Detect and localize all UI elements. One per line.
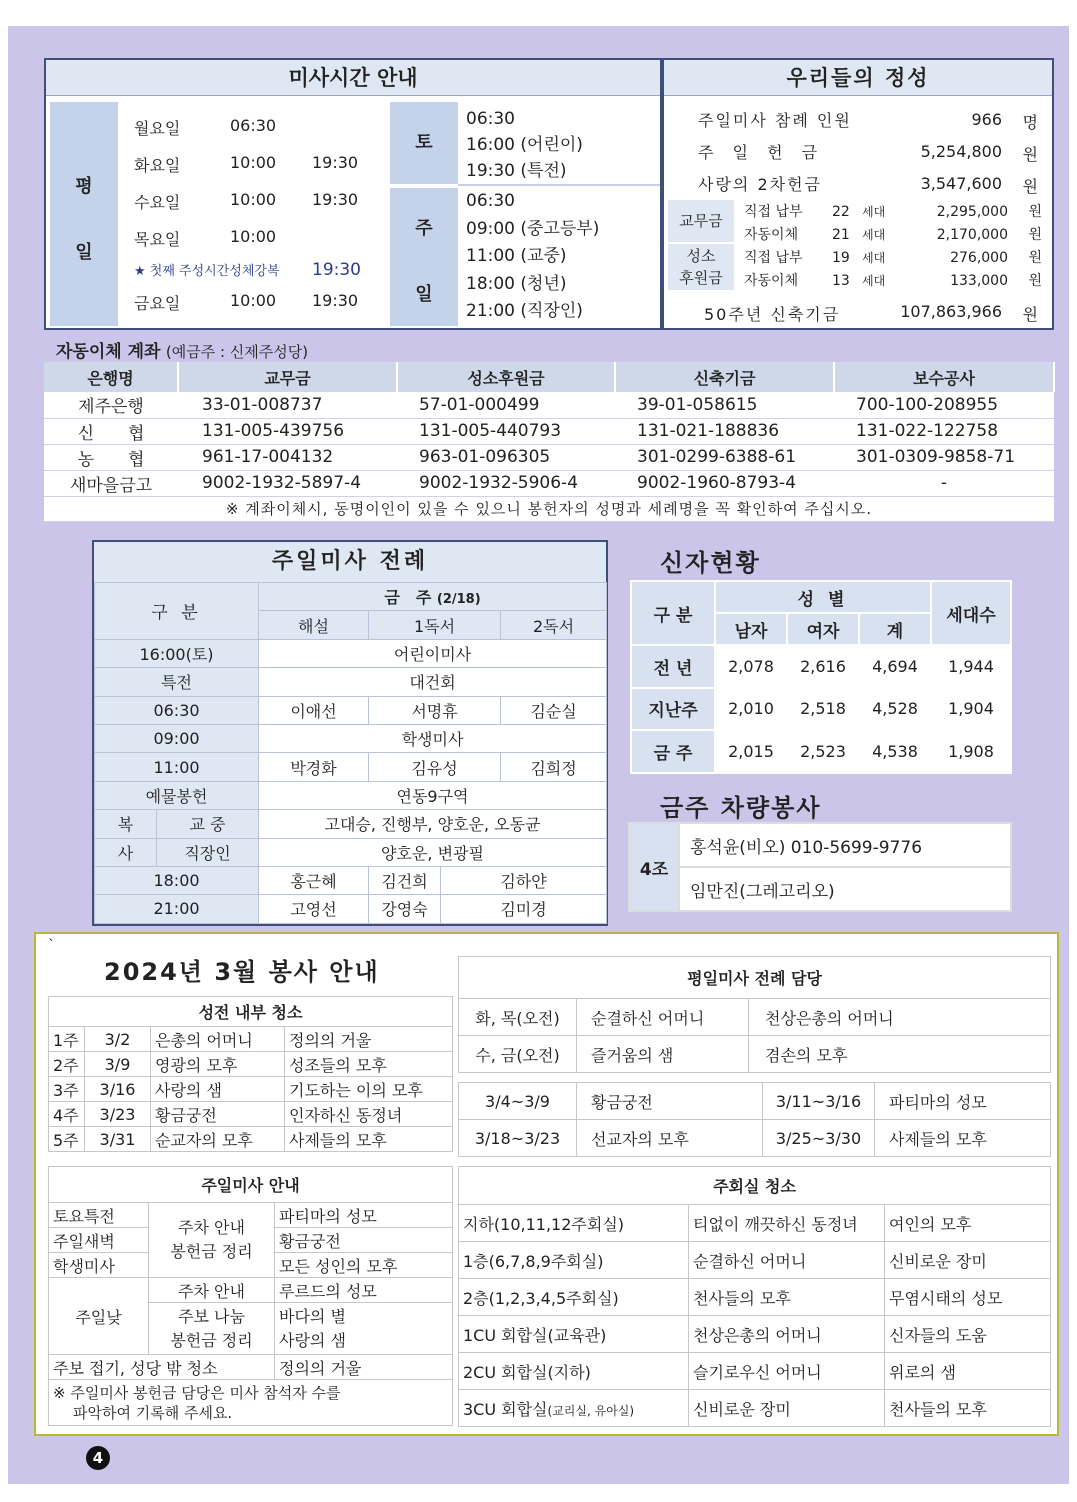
liturgy-title: 주일미사 전례 [94,542,606,582]
mass-times-box: 미사시간 안내 평 일 월요일 06:30 화요일 10:00 19:30 수요일 10:00 19:30 목요일 10:00 ★ 첫째 주성시간성체강복 19:30 금요일 10:00 19:30 토 주 일 06:30 16:00 (어린이) 19:30 (특전) 06:30 09:00 (중고등부) 11:00 (교중) 18:00 (청년) 21:00 (직장인) [44,58,662,330]
mass-times-title: 미사시간 안내 [46,60,660,96]
offering-detail: 직접 납부 22 세대 2,295,000 원 자동이체 21 세대 2,170,000 원 직접 납부 19 세대 276,000 원 자동이체 13 세대 133,000 원 [744,204,1042,289]
liturgy-table: 구 분 금 주 (2/18) 해설 1독서 2독서 16:00(토) 어린이미사 특전 대건회 06:30 이애선 서명휴 김순실 09:00 학생미사 11:00 박경화 김유성 김희정 예물봉헌 연동9구역 복 교 중 고대승, 진행부, 양호운, 오동균 사 직장인 양호운, 변광필 18:00 홍근혜 김건희 김하얀 21:00 고영선 강영숙 김미경 [94,582,607,924]
saturday-times: 06:30 16:00 (어린이) 19:30 (특전) [466,109,583,181]
sunday-label: 주 일 [390,188,458,326]
accounts-heading: 자동이체 계좌 (예금주 : 신제주성당) [56,342,309,362]
page-number: 4 [86,1446,110,1470]
members-table: 구 분 성 별 세대수 남자 여자 계 전 년 2,078 2,616 4,694 1,944 지난주 2,010 2,518 4,528 1,904 금 주 2,015 2,523 4,538 1,908 [630,580,1012,774]
sunday-times: 06:30 09:00 (중고등부) 11:00 (교중) 18:00 (청년) 21:00 (직장인) [466,191,600,321]
weekday-label: 평 일 [50,102,118,326]
car-title: 금주 차량봉사 [660,794,822,822]
members-title: 신자현황 [660,549,761,577]
march-service-box: ` 2024년 3월 봉사 안내 성전 내부 청소 1주 3/2 은총의 어머니 정의의 거울 2주 3/9 영광의 모후 성조들의 모후 3주 3/16 사랑의 샘 기도하는 이의 모후 4주 3/23 황금궁전 인자하신 동정녀 5주 3/31 순교자의 모후 사제들의 모후 주일미사 안내 토요특전 주차 안내 봉헌금 정리 파티마의 성모 주일새벽 황금궁전 학생미사 모든 성인의 모후 주일낮 주차 안내 루르드의 성모 주보 나눔 봉헌금 정리 바다의 별 사랑의 샘 주보 접기, 성당 밖 청소 정의의 거울 ※ 주일미사 봉헌금 담당은 미사 참석자 수를 파악하여 기록해 주세요. 평일미사 전례 담당 화, 목(오전) 순결하신 어머니 천상은총의 어머니 수, 금(오전) 즐거움의 샘 겸손의 모후 3/4~3/9 황금궁전 3/11~3/16 파티마의 성모 3/18~3/23 선교자의 모후 3/25~3/30 사제들의 모후 주회실 청소 지하(10,11,12주회실) 티없이 깨끗하신 동정녀 여인의 모후 1층(6,7,8,9주회실) 순결하신 어머니 신비로운 장미 2층(1,2,3,4,5주회실) 천사들의 모후 무염시태의 성모 1CU 회합실(교육관) 천상은총의 어머니 신자들의 도움 2CU 회합실(지하) 슬기로우신 어머니 위로의 샘 3CU 회합실(교리실, 유아실) 신비로운 장미 천사들의 모후 [34,932,1059,1436]
liturgy-box [92,540,608,926]
march-title: 2024년 3월 봉사 안내 [104,958,380,986]
gyomu-label: 교무금 [668,200,734,242]
sungso-label: 성소 후원금 [668,244,734,290]
offering-title: 우리들의 정성 [664,60,1052,96]
offering-box: 우리들의 정성 주일미사 참례 인원 966 명 주 일 헌 금 5,254,800 원 사랑의 2차헌금 3,547,600 원 교무금 성소 후원금 직접 납부 22 세대 2,295,000 원 자동이체 21 세대 2,170,000 원 직접 납부 19 세대 276,000 원 자동이체 13 세대 133,000 원 50주년 신축기금 107,863,966 원 [662,58,1054,330]
saturday-label: 토 [390,102,458,184]
car-table: 4조 홍석윤(비오) 010-5699-9776 임만진(그레고리오) [628,822,1012,912]
accounts-table: 은행명 교무금 성소후원금 신축기금 보수공사 제주은행 33-01-008737 57-01-000499 39-01-058615 700-100-208955 신 협 131-005-439756 131-005-440793 131-021-188836 131-022-122758 농 협 961-17-004132 963-01-096305 301-0299-6388-61 301-0309-9858-71 새마을금고 9002-1932-5897-4 9002-1932-5906-4 9002-1960-8793-4 - ※ 계좌이체시, 동명이인이 있을 수 있으니 봉헌자의 성명과 세례명을 꼭 확인하여 주십시오. [44,362,1055,522]
